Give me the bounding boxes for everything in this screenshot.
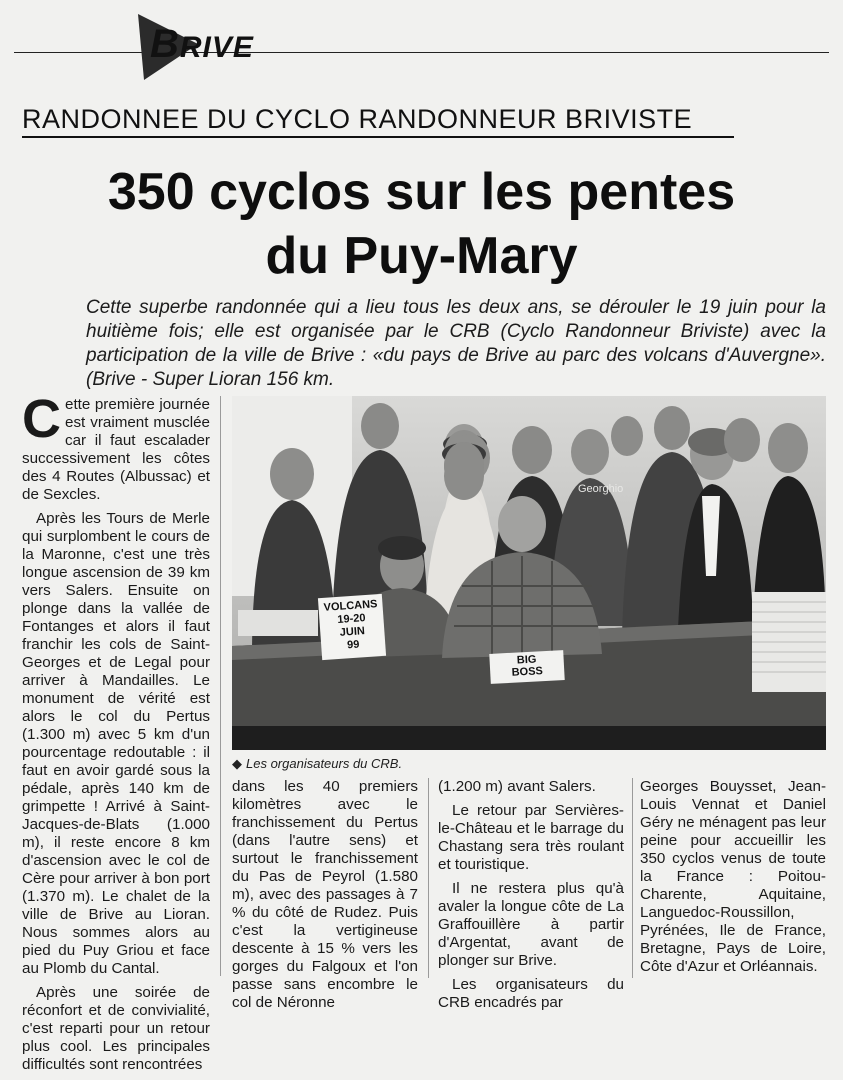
sign-big-boss: [489, 650, 564, 684]
article-kicker: RANDONNEE DU CYCLO RANDONNEUR BRIVISTE: [22, 104, 693, 134]
section-title: [150, 22, 254, 67]
paragraph: (1.200 m) avant Salers.: [438, 778, 596, 795]
paragraph: [22, 389, 210, 504]
column-divider: [220, 396, 221, 976]
kicker-underline: [22, 136, 734, 138]
paragraph: Il ne restera plus qu'à avaler la longue côte de La Graffouillère à partir d'Argentat, avant de plonger sur Brive.: [438, 880, 624, 969]
headline-line-1: 350 cyclos sur les pentes: [107, 163, 736, 221]
paragraph: Georges Bouysset, Jean-Louis Vennat et Daniel Géry ne ménagent pas leur peine pour accueillir les 350 cyclos venus de toute la France : Poitou-Charente, Aquitaine, Languedoc-Roussillon, Pyrénées, Ile de France, Bretagne, Pays de Loire, Côte d'Azur et Orléannais.: [640, 778, 826, 975]
column-divider: [632, 778, 633, 978]
paragraph: dans les 40 premiers kilomètres avec le franchissement du Pertus (dans l'autre sens) et surtout le franchissement du Pas de Peyrol (1.580 m), avec des passages à 7 % du côté de Rudez. Puis c'est la vertigineuse descente à 15 % vers les gorges du Falgoux et l'on passe sans encombre le col de Néronne: [232, 778, 418, 1011]
column-divider: [428, 778, 429, 978]
paragraph: Les organisateurs du CRB encadrés par: [438, 976, 624, 1011]
drop-cap: C: [22, 389, 61, 449]
sign-volcans: [318, 594, 386, 660]
photo-caption-text: Les organisateurs du CRB.: [246, 756, 403, 771]
section-title-initial: B: [150, 22, 180, 66]
paragraph: Après les Tours de Merle qui surplombent le cours de la Maronne, c'est une très longue ascension de 39 km vers Salers. Ensuite on plonge dans la vallée de Fontanges et alors il faut franchir les cols de Saint-Georges et de Legal pour arriver à Mandailles. Le monument de vérité est alors le col du Pertus (1.300 m) avec 5 km d'un pourcentage redoutable : il faut en avoir gardé sous la pédale, après 140 km de grimpette ! Arrivé à Saint-Jacques-de-Blats (1.000 m), il reste encore 8 km d'ascension avec le col de Cère pour arriver à bon port (1.370 m). Le chalet de la ville de Brive au Lioran. Nous sommes alors au pied du Puy Griou et face au Plomb du Cantal.: [22, 510, 210, 977]
section-title-rest: RIVE: [179, 31, 254, 64]
group-photo-illustration: [232, 396, 826, 750]
article-column-2: [232, 778, 418, 1018]
caption-diamond-icon: ◆: [232, 756, 242, 771]
sign-volcans-text: VOLCANS 19-20 JUIN 99: [323, 598, 378, 652]
article-lede: Cette superbe randonnée qui a lieu tous les deux ans, se dérouler le 19 juin pour la huitième fois; elle est organisée par le CRB (Cyclo Randonneur Briviste) avec la participation de la ville de Brive : «du pays de Brive au parc des volcans d'Auvergne». (Brive - Super Lioran 156 km.: [86, 297, 826, 390]
paragraph-text: ette première journée est vraiment musclée car il faut escalader successivement les côtes des 4 Routes (Albussac) et de Sexcles.: [22, 396, 210, 503]
group-photo: [232, 396, 826, 750]
paragraph: Après une soirée de réconfort et de convivialité, c'est reparti pour un retour plus cool. Les principales difficultés sont rencontrées: [22, 984, 210, 1073]
article-column-4: [640, 778, 826, 982]
photo-caption: [232, 756, 402, 772]
article-column-3: [438, 778, 624, 1018]
section-title-text: [150, 24, 254, 65]
masthead-rule: [14, 52, 829, 53]
sign-big-boss-text: BIG BOSS: [511, 653, 544, 679]
paragraph: Le retour par Servières-le-Château et le barrage du Chastang sera très roulant et touristique.: [438, 802, 624, 873]
headline-line-2: du Puy-Mary: [265, 227, 578, 285]
article-column-1: [22, 389, 210, 1080]
shirt-text: Georghio: [578, 483, 624, 495]
